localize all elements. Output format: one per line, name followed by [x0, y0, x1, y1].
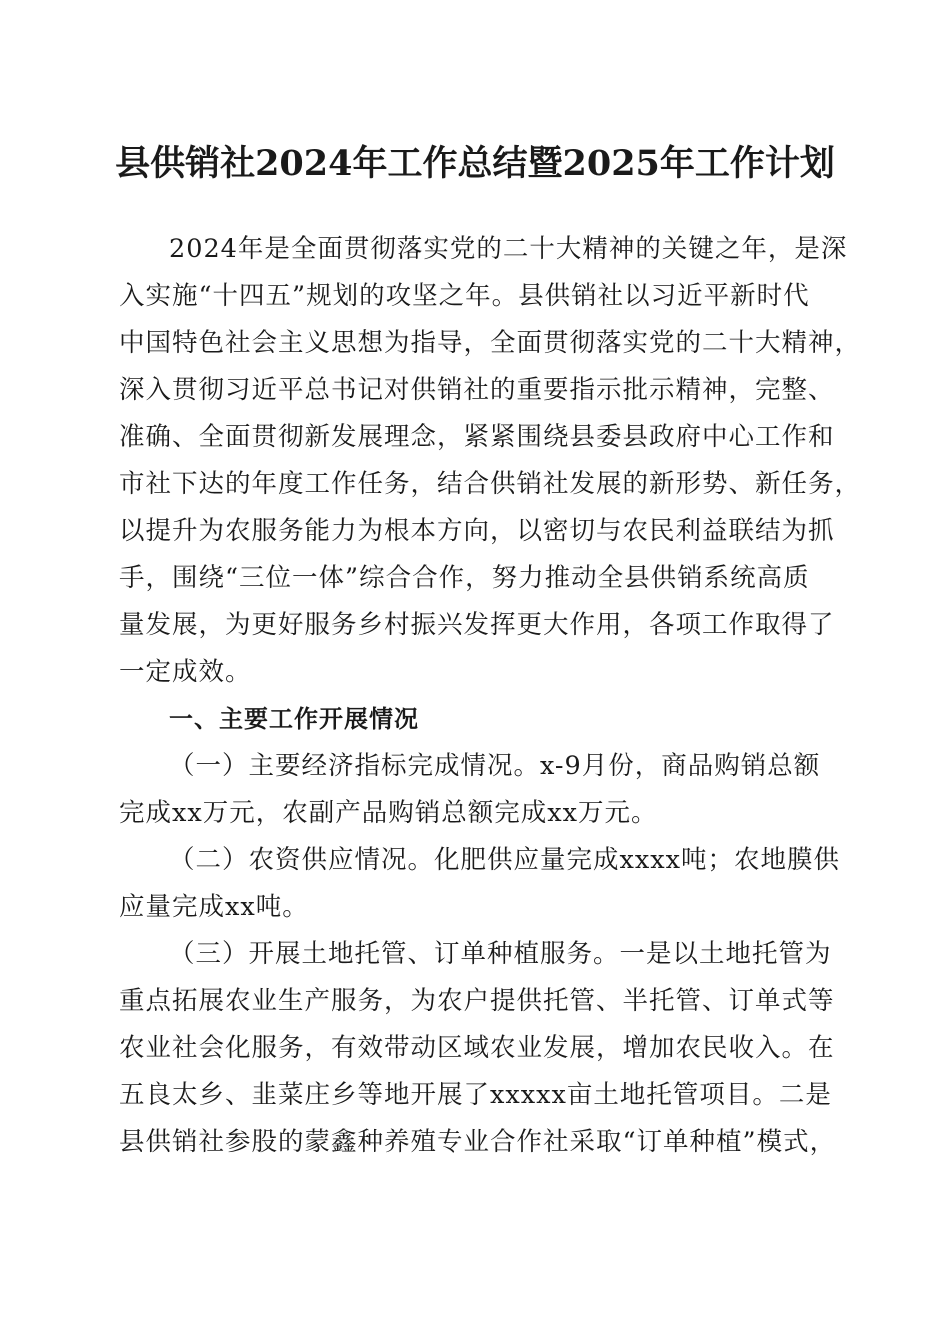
document-body [119, 226, 862, 1166]
paragraph-line: 县供销社参股的蒙鑫种养殖专业合作社采取“订单种植”模式， [119, 1127, 837, 1157]
paragraph-line: （一）主要经济指标完成情况。x-9月份，商品购销总额 [169, 751, 821, 781]
paragraph-line: （二）农资供应情况。化肥供应量完成xxxx吨；农地膜供 [169, 845, 841, 875]
paragraph-line: 手，围绕“三位一体”综合合作，努力推动全县供销系统高质 [119, 563, 810, 593]
paragraph-line: 一定成效。 [119, 657, 252, 687]
paragraph-line: 中国特色社会主义思想为指导，全面贯彻落实党的二十大精神， [119, 328, 862, 358]
paragraph-line: 量发展，为更好服务乡村振兴发挥更大作用，各项工作取得了 [119, 610, 835, 640]
paragraph-line: （三）开展土地托管、订单种植服务。一是以土地托管为 [169, 939, 832, 969]
paragraph-line: 深入贯彻习近平总书记对供销社的重要指示批示精神，完整、 [119, 375, 835, 405]
document-title: 县供销社2024年工作总结暨2025年工作计划 [115, 143, 835, 184]
paragraph-line: 2024年是全面贯彻落实党的二十大精神的关键之年，是深 [169, 234, 848, 264]
paragraph-line: 市社下达的年度工作任务，结合供销社发展的新形势、新任务， [119, 469, 862, 499]
paragraph-line: 入实施“十四五”规划的攻坚之年。县供销社以习近平新时代 [119, 281, 810, 311]
paragraph-line: 农业社会化服务，有效带动区域农业发展，增加农民收入。在 [119, 1033, 835, 1063]
section-heading: 一、主要工作开展情况 [169, 705, 419, 733]
paragraph-line: 重点拓展农业生产服务，为农户提供托管、半托管、订单式等 [119, 986, 835, 1016]
paragraph-line: 准确、全面贯彻新发展理念，紧紧围绕县委县政府中心工作和 [119, 422, 835, 452]
paragraph-line: 以提升为农服务能力为根本方向，以密切与农民利益联结为抓 [119, 516, 835, 546]
paragraph-line: 五良太乡、韭菜庄乡等地开展了xxxxx亩土地托管项目。二是 [119, 1080, 832, 1110]
paragraph-line: 应量完成xx吨。 [119, 892, 309, 922]
paragraph-line: 完成xx万元，农副产品购销总额完成xx万元。 [119, 798, 658, 828]
